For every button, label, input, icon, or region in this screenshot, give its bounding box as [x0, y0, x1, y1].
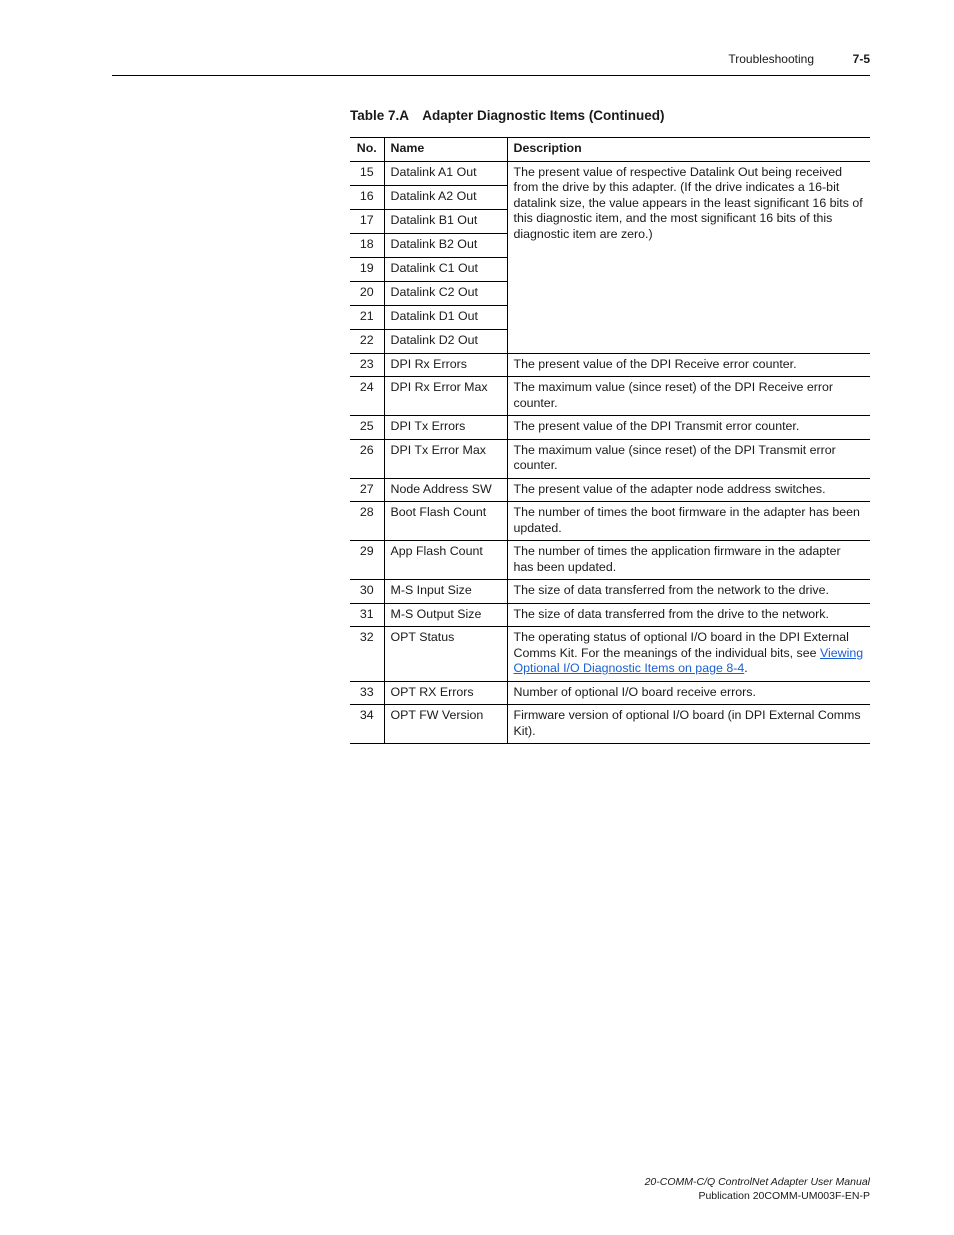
item-number: 16: [350, 185, 384, 209]
item-description: The maximum value (since reset) of the DPI Receive error counter.: [507, 377, 870, 416]
table-row: [350, 416, 870, 440]
manual-title: 20-COMM-C/Q ControlNet Adapter User Manual: [644, 1176, 870, 1188]
item-description: [507, 627, 870, 682]
item-description: The maximum value (since reset) of the DPI Transmit error counter.: [507, 439, 870, 478]
item-name: Node Address SW: [384, 478, 507, 502]
column-header-no: No.: [350, 138, 384, 162]
item-number: 21: [350, 305, 384, 329]
item-number: 15: [350, 161, 384, 185]
table-caption-number: Table 7.A: [350, 108, 410, 123]
table-row: [350, 502, 870, 541]
publication-number: Publication 20COMM-UM003F-EN-P: [698, 1190, 870, 1202]
item-number: 24: [350, 377, 384, 416]
column-header-name: Name: [384, 138, 507, 162]
diagnostic-items-table: [350, 137, 870, 744]
table-caption: [350, 108, 665, 123]
table-row: [350, 161, 870, 185]
item-name: M-S Output Size: [384, 603, 507, 627]
item-name: Datalink D2 Out: [384, 329, 507, 353]
item-name: DPI Tx Error Max: [384, 439, 507, 478]
item-number: 23: [350, 353, 384, 377]
page-number: 7-5: [852, 52, 870, 66]
item-description: Number of optional I/O board receive errors.: [507, 681, 870, 705]
table-row: [350, 353, 870, 377]
item-description: The present value of the DPI Receive error counter.: [507, 353, 870, 377]
table-row: [350, 478, 870, 502]
item-name: DPI Rx Error Max: [384, 377, 507, 416]
item-name: Datalink B1 Out: [384, 209, 507, 233]
item-name: DPI Rx Errors: [384, 353, 507, 377]
page-footer: [645, 1175, 870, 1203]
table-row: [350, 705, 870, 744]
item-name: Datalink A1 Out: [384, 161, 507, 185]
item-description: Firmware version of optional I/O board (in DPI External Comms Kit).: [507, 705, 870, 744]
item-number: 19: [350, 257, 384, 281]
table-header-row: [350, 138, 870, 162]
table-caption-title: Adapter Diagnostic Items (Continued): [422, 108, 665, 123]
item-description: The present value of the DPI Transmit error counter.: [507, 416, 870, 440]
item-number: 29: [350, 541, 384, 580]
description-text: .: [744, 661, 748, 675]
item-number: 26: [350, 439, 384, 478]
item-name: OPT FW Version: [384, 705, 507, 744]
item-number: 22: [350, 329, 384, 353]
item-name: DPI Tx Errors: [384, 416, 507, 440]
item-number: 17: [350, 209, 384, 233]
table-row: [350, 541, 870, 580]
description-text: The operating status of optional I/O board in the DPI External Comms Kit. For the meanings of the individual bits, see: [513, 630, 849, 660]
item-description: The size of data transferred from the network to the drive.: [507, 580, 870, 604]
item-description: The number of times the application firmware in the adapter has been updated.: [507, 541, 870, 580]
item-number: 30: [350, 580, 384, 604]
item-number: 32: [350, 627, 384, 682]
item-name: Datalink C2 Out: [384, 281, 507, 305]
item-name: App Flash Count: [384, 541, 507, 580]
item-number: 27: [350, 478, 384, 502]
datalink-description: The present value of respective Datalink Out being received from the drive by this adapter. (If the drive indicates a 16-bit datalink size, the value appears in the least significant 16 bits of this diagnostic item, and the most significant 16 bits of this diagnostic item are zero.): [507, 161, 870, 353]
item-name: OPT Status: [384, 627, 507, 682]
table-row: [350, 603, 870, 627]
item-description: The size of data transferred from the drive to the network.: [507, 603, 870, 627]
item-name: Datalink C1 Out: [384, 257, 507, 281]
table-row: [350, 627, 870, 682]
table-row: [350, 439, 870, 478]
item-name: Datalink D1 Out: [384, 305, 507, 329]
table-row: [350, 681, 870, 705]
item-name: Datalink A2 Out: [384, 185, 507, 209]
item-number: 31: [350, 603, 384, 627]
item-number: 33: [350, 681, 384, 705]
table-row: [350, 377, 870, 416]
header-divider: [112, 75, 870, 76]
item-number: 25: [350, 416, 384, 440]
item-name: Boot Flash Count: [384, 502, 507, 541]
item-number: 18: [350, 233, 384, 257]
viewing-optional-io-link[interactable]: Viewing Optional I/O Diagnostic Items on page 8-4: [513, 645, 864, 675]
item-name: Datalink B2 Out: [384, 233, 507, 257]
item-description: The number of times the boot firmware in the adapter has been updated.: [507, 502, 870, 541]
table-row: [350, 580, 870, 604]
item-number: 20: [350, 281, 384, 305]
running-header-section: Troubleshooting: [728, 52, 814, 66]
item-name: OPT RX Errors: [384, 681, 507, 705]
item-number: 28: [350, 502, 384, 541]
item-description: The present value of the adapter node address switches.: [507, 478, 870, 502]
item-name: M-S Input Size: [384, 580, 507, 604]
column-header-description: Description: [507, 138, 870, 162]
page-header: [0, 52, 954, 70]
item-number: 34: [350, 705, 384, 744]
